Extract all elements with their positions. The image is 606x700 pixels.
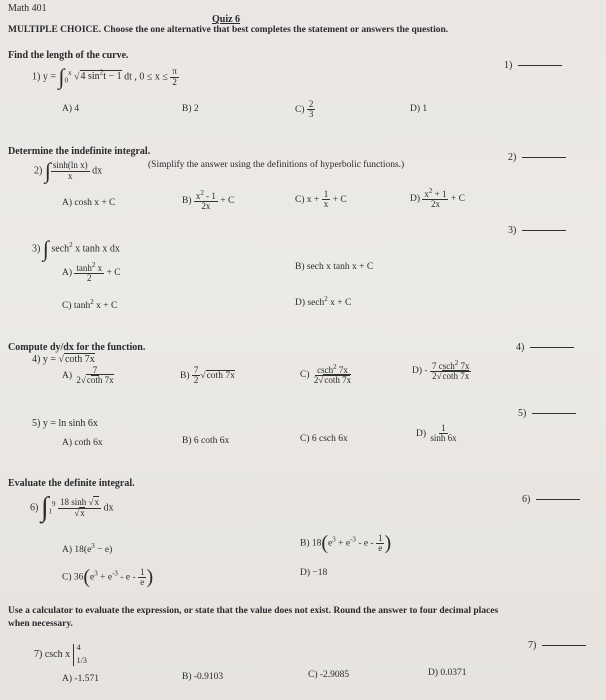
choice-2a[interactable]: A) cosh x + C [62, 198, 116, 208]
question-number: 3) [508, 225, 517, 236]
choice-1d[interactable]: D) 1 [410, 104, 428, 114]
question-number: 3) [32, 243, 41, 255]
choice-2b[interactable]: B) $\frac{x^2 - 1}{2x}$ + C [182, 189, 235, 212]
choice-6a[interactable]: A) $18(e^3 - e)$ [62, 542, 113, 556]
section-title-definite-integral: Evaluate the definite integral. [8, 478, 135, 489]
answer-line-6[interactable] [522, 494, 580, 505]
choice-2c[interactable]: C) x + $\frac{1}{x}$ + C [295, 189, 347, 210]
choice-6b[interactable]: B) $18(e^3 + e^{-3} - e$ - $\frac{1}{e}$ ) [300, 532, 392, 554]
choice-2d[interactable]: D) $\frac{x^2 + 1}{2x}$ + C [410, 187, 465, 210]
question-number: 2) [508, 152, 517, 163]
question-5-text: y = ln sinh 6x [42, 418, 98, 429]
choice-4a[interactable]: A) $\frac{7}{2√\cot h 7x}$ [62, 365, 114, 386]
instructions: MULTIPLE CHOICE. Choose the one alternative that best completes the statement or answers the question. [8, 25, 449, 35]
answer-line-1[interactable] [504, 60, 562, 71]
question-number: 7) [34, 649, 43, 661]
question-2-note: (Simplify the answer using the definitions of hyperbolic functions.) [148, 160, 405, 170]
answer-line-5[interactable] [518, 408, 576, 419]
question-number: 4) [516, 342, 525, 353]
question-number: 4) [32, 354, 41, 365]
question-3-prompt: 3) ∫ sech$^2$ x tanh x dx [32, 236, 120, 261]
choice-4d[interactable]: D) - $\frac{7 \csc h^2 7x}{2√\cot h 7x}$ [412, 359, 470, 382]
choice-1a[interactable]: A) 4 [62, 104, 80, 114]
section-title-indefinite-integral: Determine the indefinite integral. [8, 146, 151, 157]
section-title-calculator-2: when necessary. [8, 619, 73, 629]
course-label: Math 401 [8, 3, 47, 14]
question-number: 7) [528, 640, 537, 651]
question-number: 1) [504, 60, 513, 71]
question-number: 5) [518, 408, 527, 419]
question-7-prompt: 7) csch x 4 1/3 [34, 643, 87, 665]
choice-3c[interactable]: C) $\tanh^2 x + C$ [62, 298, 118, 312]
answer-line-7[interactable] [528, 640, 586, 651]
question-number: 1) [32, 71, 41, 83]
question-5-prompt [32, 418, 98, 429]
choice-1c[interactable]: C) $\frac{2}{3}$ [295, 99, 314, 120]
choice-5b[interactable]: B) 6 coth 6x [182, 436, 230, 446]
question-6-prompt: 6) $\int_1^9$ $\frac{18 \sinh √x}{√x}$ dx [30, 492, 114, 523]
question-1-prompt: 1) $y = \int_0^x$ √4 $\sin^2t - 1$ dt , 0 ≤ x ≤ $\frac{\pi}{2}$ [32, 64, 177, 89]
section-title-curve-length: Find the length of the curve. [8, 50, 129, 61]
answer-line-3[interactable] [508, 225, 566, 236]
answer-line-2[interactable] [508, 152, 566, 163]
choice-7b[interactable]: B) -0.9103 [182, 672, 224, 682]
question-number: 6) [522, 494, 531, 505]
question-4-prompt: 4) y = √coth 7x [32, 354, 95, 365]
choice-3a[interactable]: A) $\frac{\tanh^2 x}{2}$ + C [62, 261, 121, 284]
question-number: 6) [30, 502, 39, 514]
choice-5a[interactable]: A) coth 6x [62, 438, 103, 448]
choice-1b[interactable]: B) 2 [182, 104, 199, 114]
quiz-title: Quiz 6 [212, 14, 241, 25]
choice-3b[interactable]: B) sech x tanh x + C [295, 262, 374, 272]
question-2-prompt: 2) ∫ $\frac{\text{sinh(ln x)}}{x}$ dx [34, 158, 103, 183]
choice-7c[interactable]: C) -2.9085 [308, 670, 350, 680]
choice-5d[interactable]: D) $\frac{1}{\sinh 6x}$ [416, 423, 457, 444]
choice-7a[interactable]: A) -1.571 [62, 674, 99, 684]
choice-7d[interactable]: D) 0.0371 [428, 668, 467, 678]
choice-5c[interactable]: C) 6 csch 6x [300, 434, 348, 444]
choice-4c[interactable]: C) $\frac{\csc h^2 7x}{2√\cot h 7x}$ [300, 363, 352, 386]
question-number: 2) [34, 165, 43, 177]
choice-4b[interactable]: B) $\frac{7}{2}$ √coth 7x [180, 365, 235, 386]
choice-3d[interactable]: D) sech$^2$ x + C [295, 295, 352, 309]
choice-6d[interactable]: D) −18 [300, 568, 328, 578]
choice-6c[interactable]: C) $36(e^3 + e^{-3} - e$ - $\frac{1}{e}$ ) [62, 566, 154, 588]
section-title-derivative: Compute dy/dx for the function. [8, 342, 146, 353]
answer-line-4[interactable] [516, 342, 574, 353]
question-number: 5) [32, 418, 41, 429]
section-title-calculator: Use a calculator to evaluate the expression, or state that the value does not exist. Round the answer to four decimal places [8, 606, 499, 616]
